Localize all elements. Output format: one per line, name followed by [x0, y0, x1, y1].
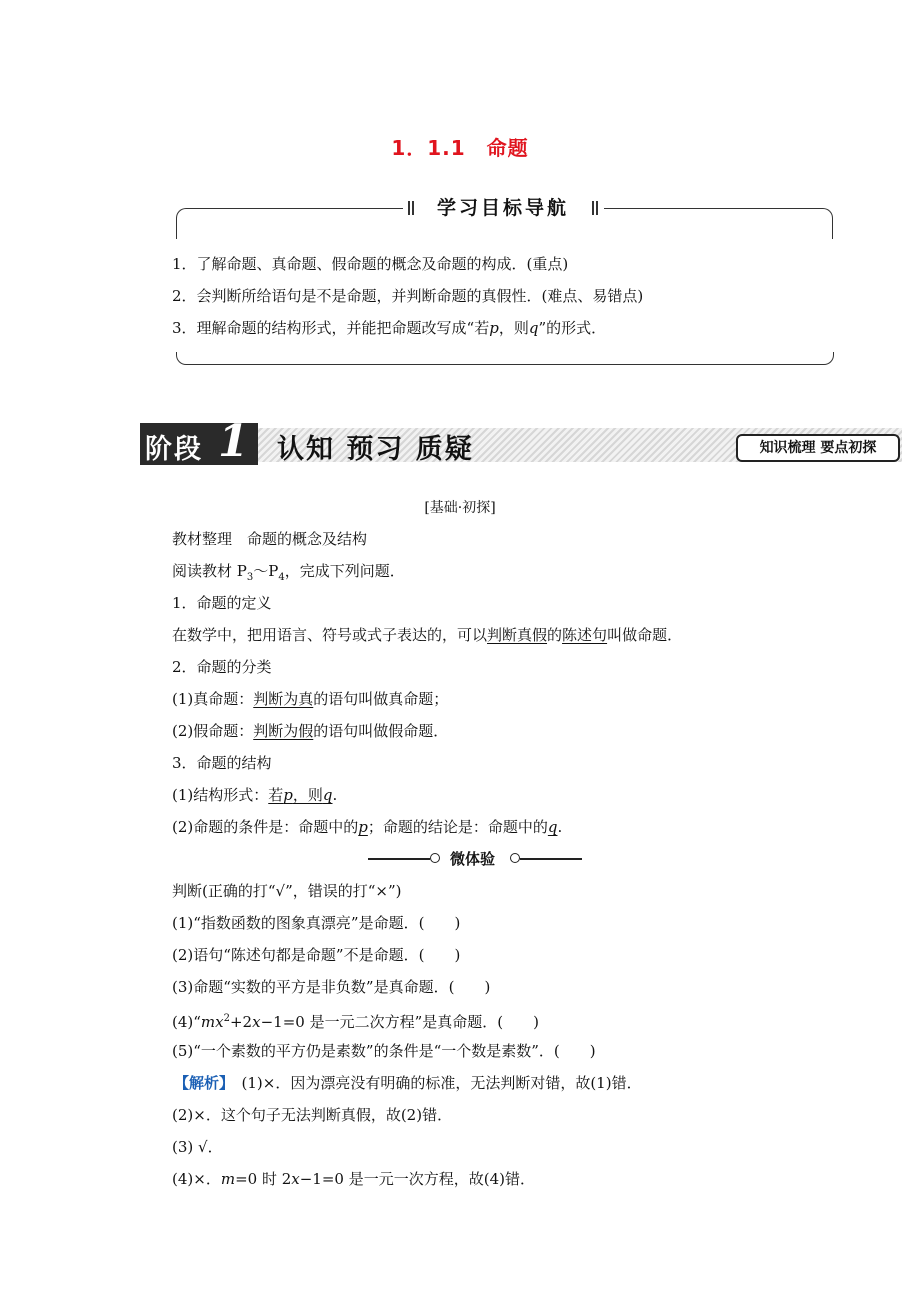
micro-separator-dot-right	[510, 853, 520, 863]
stage-title: 认知 预习 质疑	[277, 434, 474, 465]
section-title: 1．1.1 命题	[391, 136, 529, 160]
classification-heading: 2．命题的分类	[172, 658, 272, 676]
micro-label: 微体验	[450, 850, 496, 868]
definition-text: 在数学中，把用语言、符号或式子表达的，可以判断真假的陈述句叫做命题．	[172, 626, 683, 644]
structure-form: (1)结构形式：若p，则q.	[172, 786, 338, 804]
basics-label: [基础·初探]	[424, 500, 496, 516]
analysis-4: (4)×．m=0 时 2x−1=0 是一元一次方程，故(4)错．	[172, 1170, 535, 1188]
structure-heading: 3．命题的结构	[172, 754, 272, 772]
goals-frame-bottom	[176, 352, 834, 365]
structure-parts: (2)命题的条件是：命题中的p；命题的结论是：命题中的q.	[172, 818, 563, 836]
question-2: (2)语句“陈述句都是命题”不是命题．( )	[172, 946, 461, 964]
classification-false: (2)假命题：判断为假的语句叫做假命题．	[172, 722, 449, 740]
goal-item-1: 1．了解命题、真命题、假命题的概念及命题的构成．(重点)	[172, 255, 569, 273]
question-1: (1)“指数函数的图象真漂亮”是命题．( )	[172, 914, 461, 932]
analysis-3: (3) √．	[172, 1138, 223, 1156]
micro-separator-dot-left	[430, 853, 440, 863]
micro-separator-right	[520, 858, 582, 860]
goals-frame-right	[604, 208, 833, 239]
reading-instruction: 阅读教材 $P_3\sim P_4$，完成下列问题．	[172, 562, 405, 583]
micro-intro: 判断(正确的打“√”，错误的打“×”)	[172, 882, 402, 900]
goal-item-3: 3．理解命题的结构形式，并能把命题改写成“若p，则q”的形式．	[172, 319, 607, 337]
question-3: (3)命题“实数的平方是非负数”是真命题．( )	[172, 978, 491, 996]
analysis-1: 【解析】 (1)×．因为漂亮没有明确的标准，无法判断对错，故(1)错．	[174, 1074, 642, 1092]
content-heading: 教材整理 命题的概念及结构	[172, 530, 368, 548]
micro-separator-left	[368, 858, 430, 860]
classification-true: (1)真命题：判断为真的语句叫做真命题；	[172, 690, 449, 708]
question-4: $(4)“mx^2+2x-1=0$ 是一元二次方程”是真命题．( )	[172, 1013, 539, 1031]
stage-word: 阶段	[145, 434, 203, 465]
goals-heading: 学习目标导航	[436, 197, 569, 219]
definition-heading: 1．命题的定义	[172, 594, 272, 612]
stage-number: 1	[218, 416, 249, 467]
analysis-2: (2)×．这个句子无法判断真假，故(2)错．	[172, 1106, 453, 1124]
goal-item-2: 2．会判断所给语句是不是命题，并判断命题的真假性．(难点、易错点)	[172, 287, 644, 305]
question-5: (5)“一个素数的平方仍是素数”的条件是“一个数是素数”．( )	[172, 1042, 596, 1060]
analysis-label: 【解析】	[174, 1074, 227, 1092]
stage-tag: 知识梳理 要点初探	[736, 434, 900, 462]
goals-frame-left	[176, 208, 403, 239]
